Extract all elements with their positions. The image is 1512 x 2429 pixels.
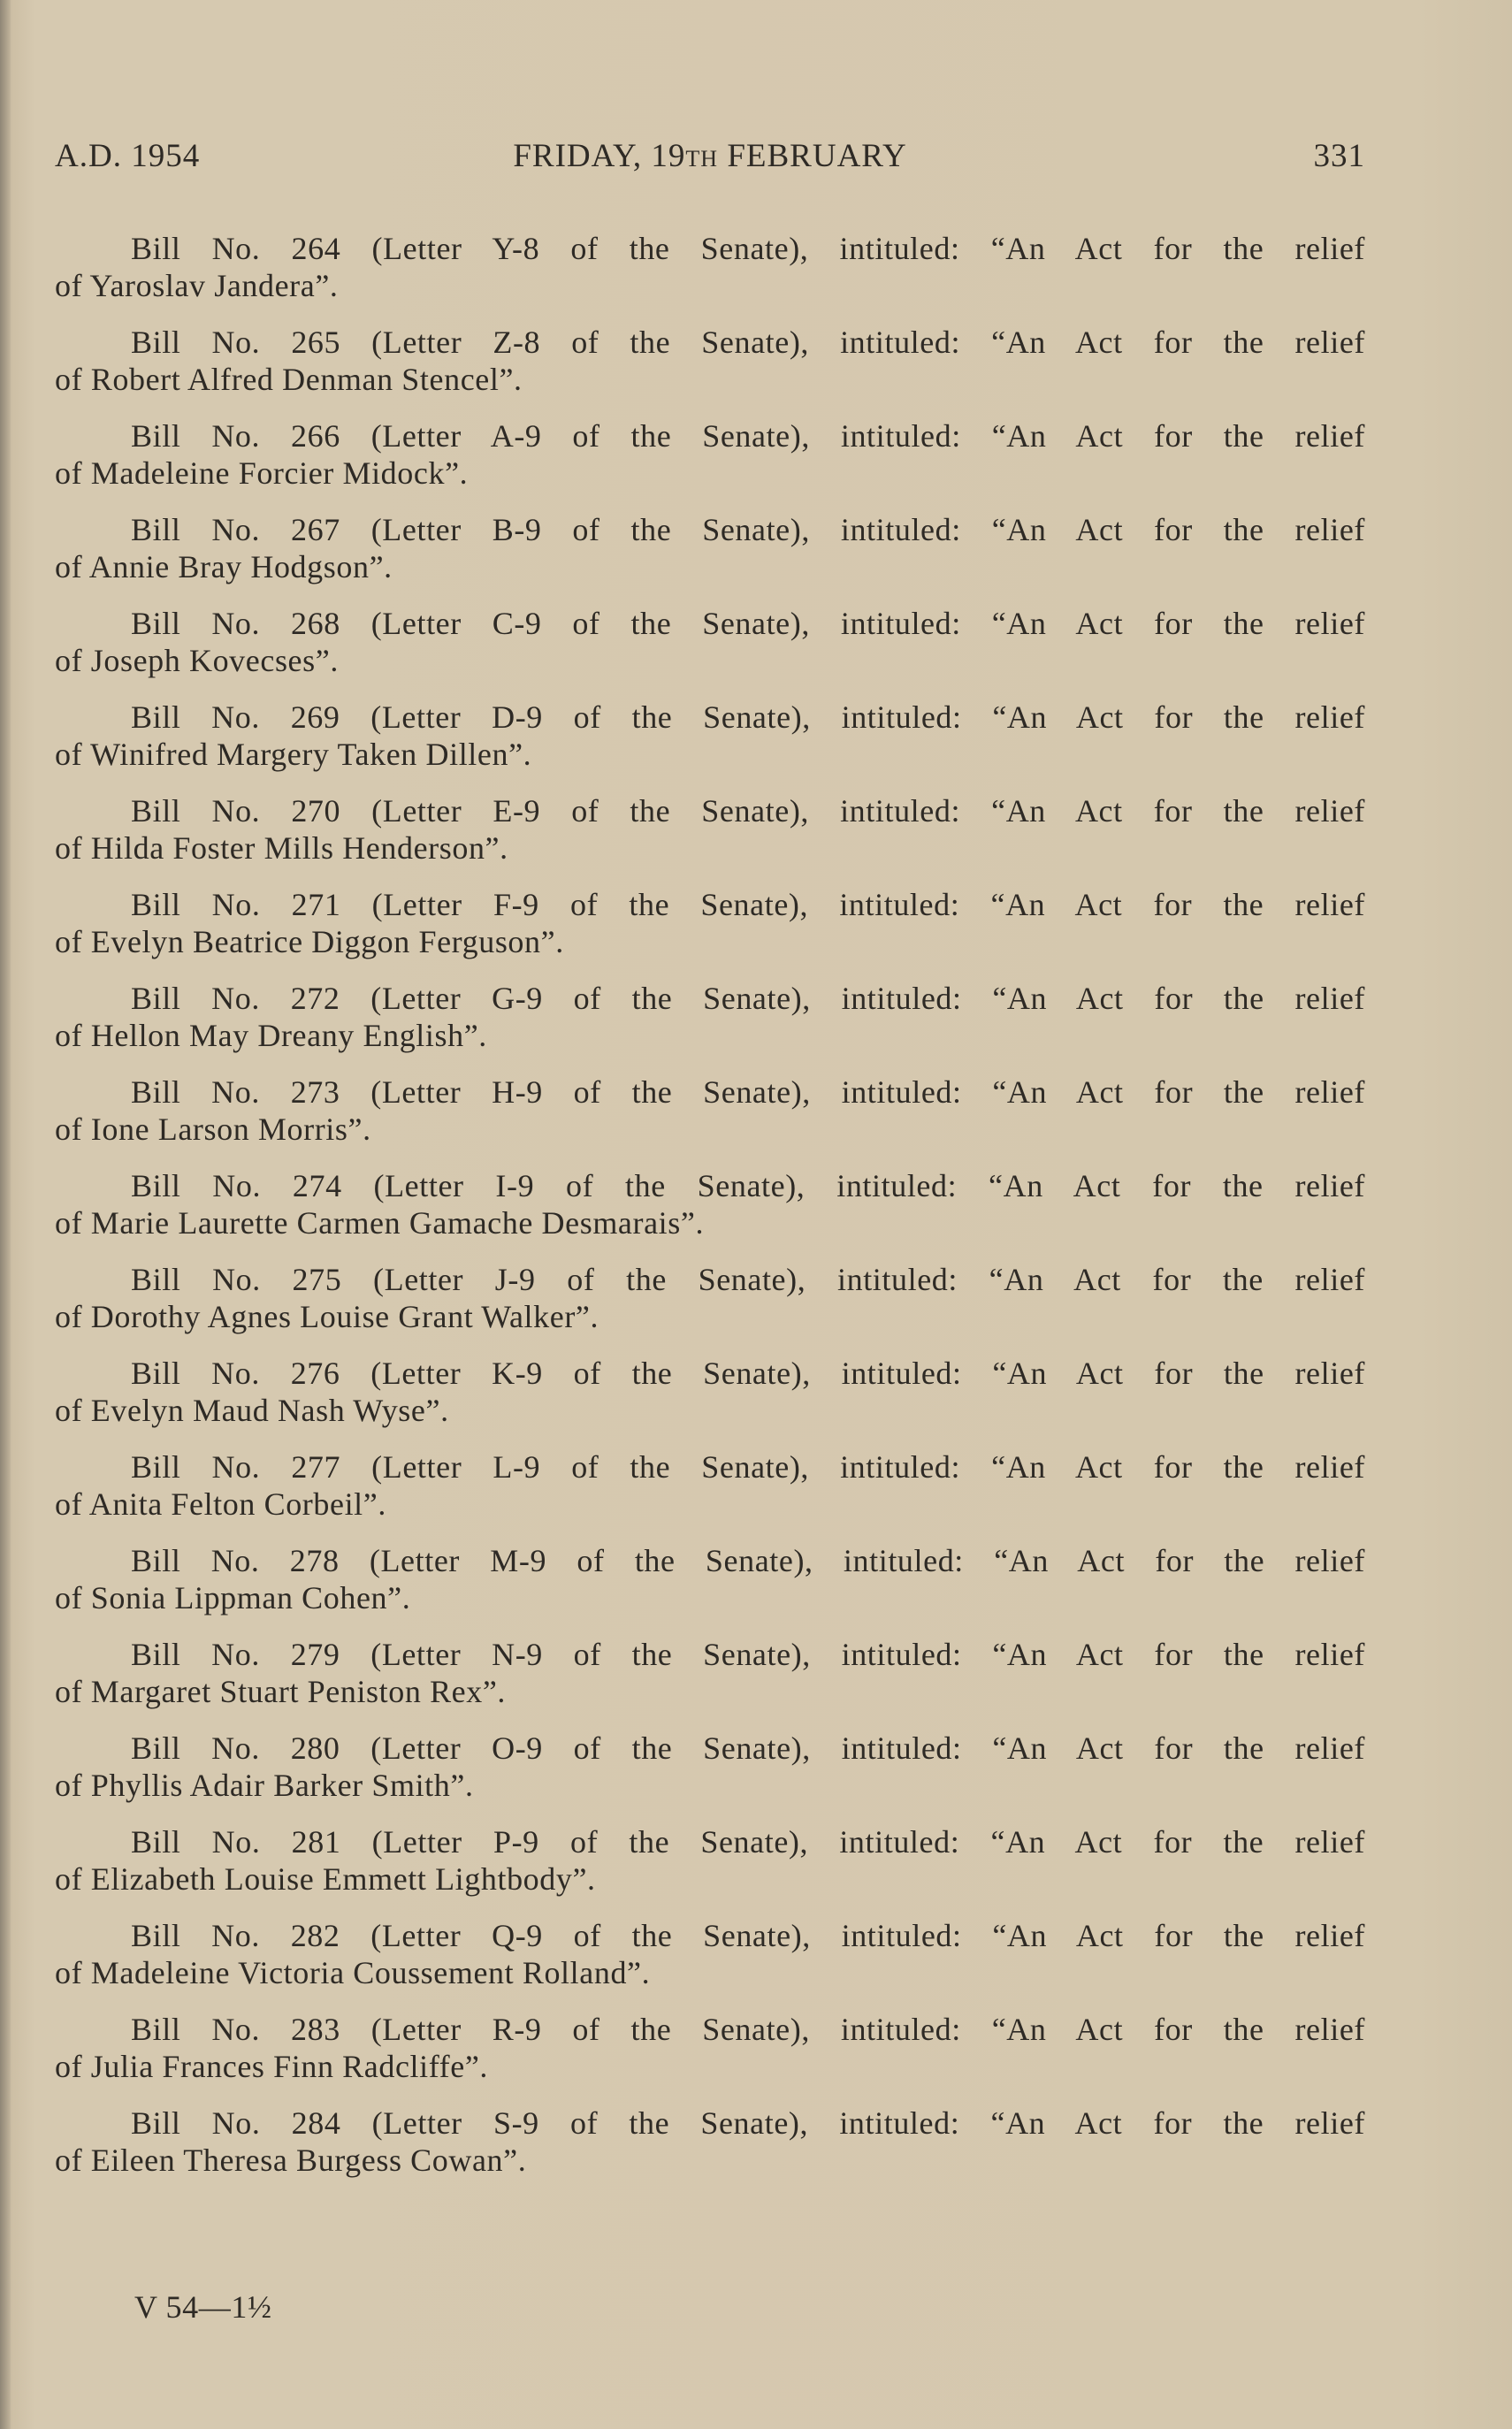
- bill-entry-relief-name: of Ione Larson Morris”.: [55, 1111, 371, 1147]
- bill-entry-relief-name: of Phyllis Adair Barker Smith”.: [55, 1768, 474, 1803]
- bill-entry-title-line: Bill No. 279 (Letter N-9 of the Senate), intituled: “An Act for the relief: [131, 1637, 1365, 1672]
- bill-entry-title-line: Bill No. 283 (Letter R-9 of the Senate), intituled: “An Act for the relief: [131, 2012, 1365, 2047]
- bill-entry-title-line: Bill No. 270 (Letter E-9 of the Senate), intituled: “An Act for the relief: [131, 793, 1365, 829]
- bill-entry-title-line: Bill No. 267 (Letter B-9 of the Senate), intituled: “An Act for the relief: [131, 512, 1365, 547]
- bill-entry-title-line: Bill No. 264 (Letter Y-8 of the Senate), intituled: “An Act for the relief: [131, 231, 1365, 266]
- bill-entry-title-line: Bill No. 278 (Letter M-9 of the Senate), intituled: “An Act for the relief: [131, 1543, 1365, 1578]
- bill-entry-title-line: Bill No. 273 (Letter H-9 of the Senate), intituled: “An Act for the relief: [131, 1074, 1365, 1110]
- bill-entry-relief-name: of Robert Alfred Denman Stencel”.: [55, 362, 523, 397]
- bill-entry-title-line: Bill No. 281 (Letter P-9 of the Senate), intituled: “An Act for the relief: [131, 1824, 1365, 1860]
- bill-entry-relief-name: of Yaroslav Jandera”.: [55, 268, 339, 303]
- bill-entry: [55, 1073, 1365, 1148]
- bill-entry: [55, 1167, 1365, 1241]
- bill-entry-title-line: Bill No. 275 (Letter J-9 of the Senate), intituled: “An Act for the relief: [131, 1262, 1365, 1297]
- bill-entry-title-line: Bill No. 282 (Letter Q-9 of the Senate), intituled: “An Act for the relief: [131, 1918, 1365, 1953]
- header-date: [55, 137, 1365, 175]
- bill-entry-relief-name: of Evelyn Maud Nash Wyse”.: [55, 1393, 449, 1428]
- bill-entry-relief-name: of Madeleine Forcier Midock”.: [55, 455, 469, 491]
- bill-list: [55, 230, 1365, 2198]
- header-date-ordinal: th: [685, 138, 719, 174]
- binding-edge: [0, 0, 11, 2429]
- bill-entry: [55, 886, 1365, 960]
- bill-entry-relief-name: of Eileen Theresa Burgess Cowan”.: [55, 2143, 527, 2178]
- bill-entry: [55, 2011, 1365, 2085]
- header-date-suffix: FEBRUARY: [718, 138, 907, 174]
- bill-entry: [55, 230, 1365, 304]
- bill-entry: [55, 417, 1365, 492]
- bill-entry-relief-name: of Marie Laurette Carmen Gamache Desmarais”.: [55, 1205, 705, 1241]
- bill-entry: [55, 1823, 1365, 1898]
- bill-entry: [55, 1730, 1365, 1804]
- bill-entry-title-line: Bill No. 271 (Letter F-9 of the Senate), intituled: “An Act for the relief: [131, 887, 1365, 922]
- printer-signature: V 54—1½: [134, 2289, 272, 2325]
- bill-entry-title-line: Bill No. 284 (Letter S-9 of the Senate), intituled: “An Act for the relief: [131, 2105, 1365, 2141]
- bill-entry-title-line: Bill No. 265 (Letter Z-8 of the Senate), intituled: “An Act for the relief: [131, 325, 1365, 360]
- bill-entry-relief-name: of Dorothy Agnes Louise Grant Walker”.: [55, 1299, 599, 1334]
- bill-entry: [55, 1636, 1365, 1710]
- bill-entry-title-line: Bill No. 269 (Letter D-9 of the Senate), intituled: “An Act for the relief: [131, 699, 1365, 735]
- bill-entry-relief-name: of Anita Felton Corbeil”.: [55, 1486, 386, 1522]
- bill-entry-relief-name: of Margaret Stuart Peniston Rex”.: [55, 1674, 507, 1709]
- bill-entry: [55, 1542, 1365, 1616]
- bill-entry-title-line: Bill No. 280 (Letter O-9 of the Senate), intituled: “An Act for the relief: [131, 1730, 1365, 1766]
- bill-entry-title-line: Bill No. 276 (Letter K-9 of the Senate), intituled: “An Act for the relief: [131, 1356, 1365, 1391]
- bill-entry: [55, 1448, 1365, 1523]
- page-number: 331: [1313, 138, 1365, 174]
- bill-entry-title-line: Bill No. 266 (Letter A-9 of the Senate), intituled: “An Act for the relief: [131, 418, 1365, 454]
- header-date-prefix: FRIDAY, 19: [513, 138, 686, 174]
- bill-entry-relief-name: of Hellon May Dreany English”.: [55, 1018, 487, 1053]
- bill-entry: [55, 1261, 1365, 1335]
- bill-entry-relief-name: of Sonia Lippman Cohen”.: [55, 1580, 411, 1616]
- bill-entry-title-line: Bill No. 272 (Letter G-9 of the Senate), intituled: “An Act for the relief: [131, 981, 1365, 1016]
- bill-entry-relief-name: of Elizabeth Louise Emmett Lightbody”.: [55, 1861, 596, 1897]
- bill-entry: [55, 324, 1365, 398]
- bill-entry: [55, 2104, 1365, 2179]
- bill-entry: [55, 511, 1365, 585]
- bill-entry-relief-name: of Winifred Margery Taken Dillen”.: [55, 737, 532, 772]
- bill-entry-relief-name: of Joseph Kovecses”.: [55, 643, 339, 678]
- header-year: A.D. 1954: [55, 138, 201, 174]
- bill-entry: [55, 699, 1365, 773]
- bill-entry-relief-name: of Annie Bray Hodgson”.: [55, 549, 393, 584]
- bill-entry: [55, 792, 1365, 867]
- bill-entry-relief-name: of Madeleine Victoria Coussement Rolland”.: [55, 1955, 651, 1990]
- bill-entry: [55, 1917, 1365, 1991]
- bill-entry-title-line: Bill No. 268 (Letter C-9 of the Senate), intituled: “An Act for the relief: [131, 606, 1365, 641]
- bill-entry-relief-name: of Evelyn Beatrice Diggon Ferguson”.: [55, 924, 564, 959]
- bill-entry: [55, 605, 1365, 679]
- bill-entry-title-line: Bill No. 277 (Letter L-9 of the Senate), intituled: “An Act for the relief: [131, 1449, 1365, 1485]
- bill-entry-relief-name: of Hilda Foster Mills Henderson”.: [55, 830, 508, 866]
- bill-entry: [55, 1355, 1365, 1429]
- bill-entry-title-line: Bill No. 274 (Letter I-9 of the Senate), intituled: “An Act for the relief: [131, 1168, 1365, 1203]
- bill-entry: [55, 980, 1365, 1054]
- bill-entry-relief-name: of Julia Frances Finn Radcliffe”.: [55, 2049, 489, 2084]
- page-header: [55, 137, 1365, 181]
